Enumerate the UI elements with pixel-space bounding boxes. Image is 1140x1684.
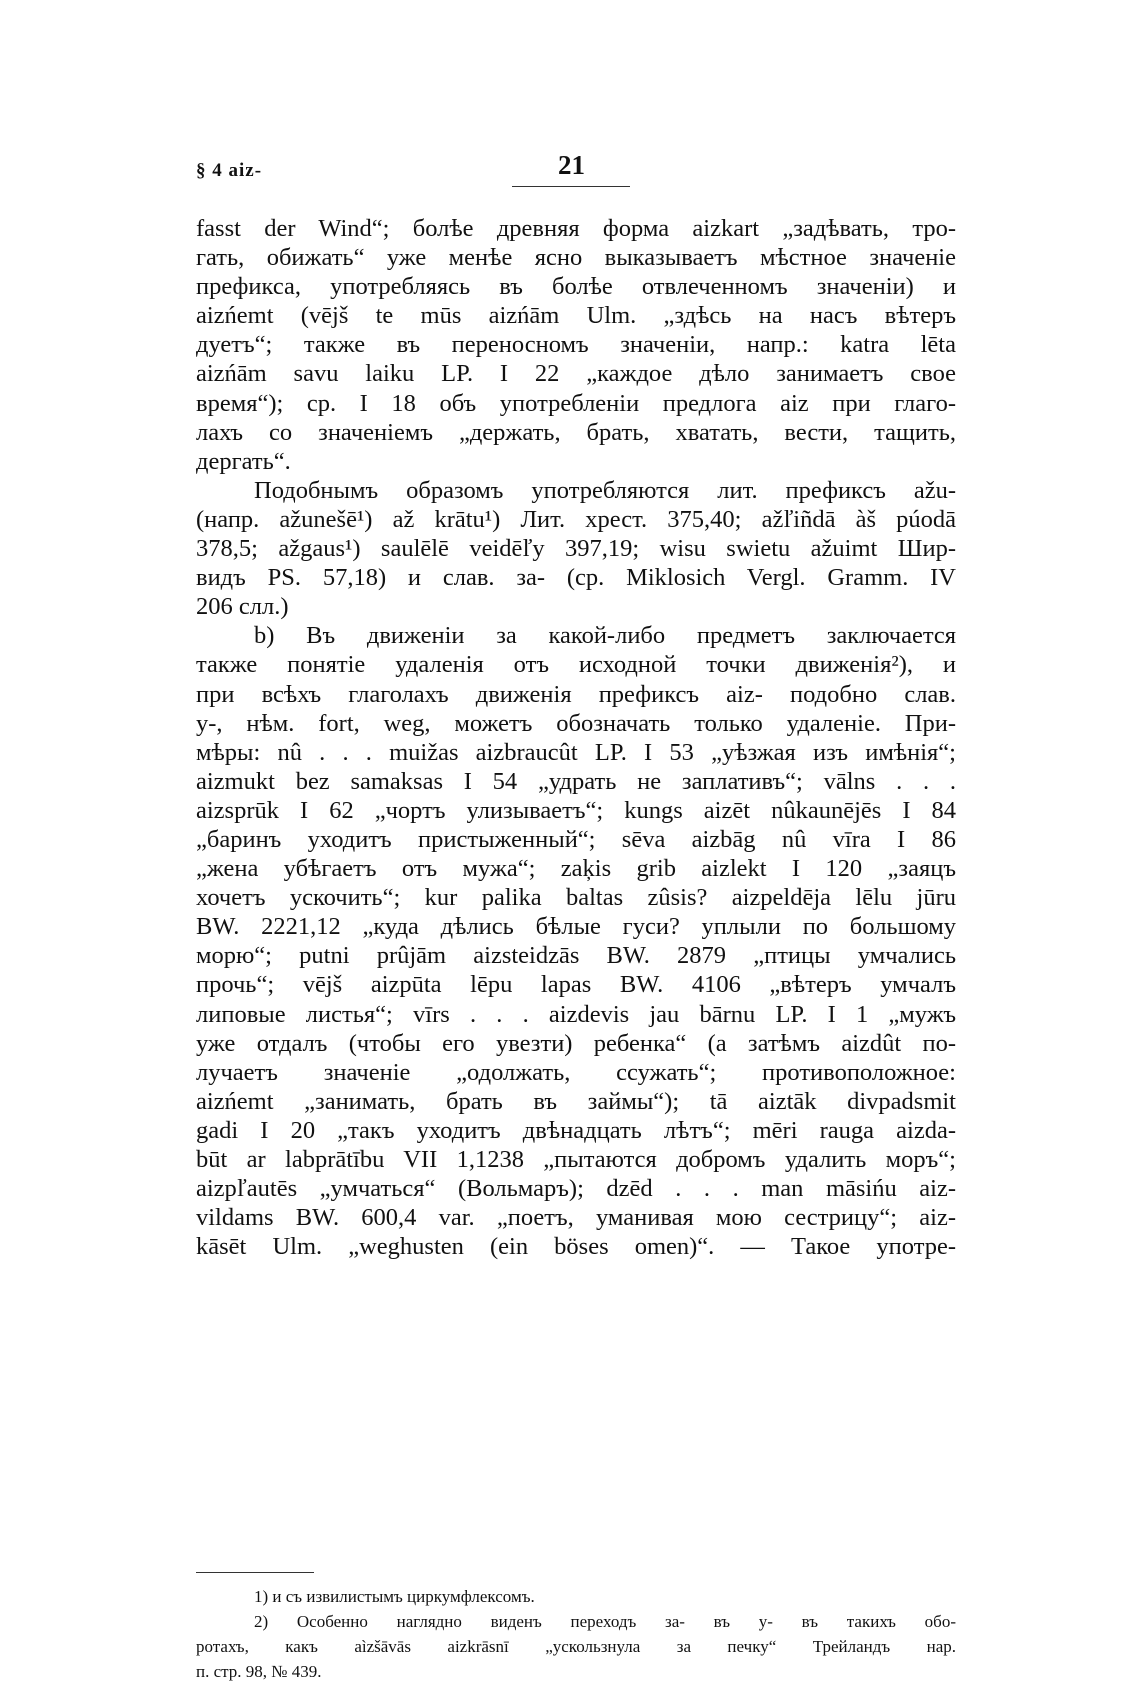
text-line: aizńām savu laiku LP. I 22 „каждое дѣло занимаетъ свое [196,360,956,388]
text-line: хочетъ ускочить“; kur palika baltas zûsis? aizpeldēja lēlu jūru [196,884,956,912]
footnote-1: 1) и съ извилистымъ циркумфлексомъ. [254,1587,535,1606]
text-line: „баринъ уходитъ пристыженный“; sēva aizbāg nû vīra I 86 [196,825,956,853]
text-line: при всѣхъ глаголахъ движенія префиксъ aiz- подобно слав. [196,680,956,708]
text-line: мѣры: nû . . . muižas aizbraucût LP. I 53 „уѣзжая изъ имѣнія“; [196,738,956,766]
section-marker: § 4 aiz- [196,160,263,181]
text-line: BW. 2221,12 „куда дѣлись бѣлые гуси? уплыли по большому [196,913,956,941]
text-line: gadi I 20 „такъ уходитъ двѣнадцать лѣтъ“; mēri rauga aizda- [196,1116,956,1144]
text-line: дуетъ“; также въ переносномъ значеніи, напр.: katra lēta [196,331,956,359]
text-line: гать, обижать“ уже менѣе ясно выказываетъ мѣстное значеніе [196,244,956,272]
text-line: būt ar labprātību VII 1,1238 „пытаются добромъ удалить моръ“; [196,1146,956,1173]
text-line: kāsēt Ulm. „weghusten (ein böses omen)“. — Такое употре- [196,1233,956,1261]
footnote-rule [196,1572,314,1573]
running-head [196,150,956,190]
text-line: также понятіе удаленія отъ исходной точки движенія²), и [196,651,956,679]
text-line: fasst der Wind“; болѣе древняя форма aizkart „задѣвать, тро- [196,215,956,242]
text-line: прочь“; vējš aizpūta lēpu lapas BW. 4106 „вѣтеръ умчалъ [196,971,956,999]
footnote-2-continuation: п. стр. 98, № 439. [196,1662,322,1681]
text-line: „жена убѣгаетъ отъ мужа“; zaķis grib aizlekt I 120 „заяцъ [196,855,956,883]
footnotes [196,1584,956,1684]
text-line: морю“; putni prûjām aizsteidzās BW. 2879 „птицы умчались [196,942,956,970]
text-line: префикса, употребляясь въ болѣе отвлеченномъ значеніи) и [196,273,956,301]
text-line: aizpľautēs „умчаться“ (Вольмаръ); dzēd . . . man māsińu aiz- [196,1175,956,1203]
text-line: 378,5; ažgaus¹) saulēlē veidēľy 397,19; wisu swietu ažuimt Шир- [196,535,956,563]
text-line: 206 слл.) [196,593,289,621]
text-line: (напр. ažunešē¹) až krātu¹) Лит. хрест. 375,40; ažľiñdā àš púodā [196,505,956,533]
footnote-2: 2) Особенно наглядно виденъ переходъ за- въ у- въ такихъ обо- [254,1612,956,1631]
text-line: aizsprūk I 62 „чортъ улизываетъ“; kungs aizēt nûkaunējēs I 84 [196,796,956,824]
text-line: липовые листья“; vīrs . . . aizdevis jau bārnu LP. I 1 „мужъ [196,1000,956,1028]
text-line: лучаетъ значеніе „одолжать, ссужать“; противоположное: [196,1058,956,1086]
text-line: aizmukt bez samaksas I 54 „удрать не заплативъ“; vālns . . . [196,767,956,795]
footnote-2-continuation: ротахъ, какъ aìzšāvās aizkrāsnī „ускользнула за печку“ Трейландъ нар. [196,1637,956,1656]
paragraph-start-line: Подобнымъ образомъ употребляются лит. префиксъ ažu- [254,476,956,504]
page-number: 21 [558,150,585,180]
header-rule [512,186,630,187]
body-text [196,214,956,1261]
text-line: время“); ср. I 18 объ употребленіи предлога aiz при глаго- [196,389,956,417]
text-line: у-, нѣм. fort, weg, можетъ обозначать только удаленіе. При- [196,709,956,737]
text-line: видъ PS. 57,18) и слав. за- (ср. Miklosich Vergl. Gramm. IV [196,564,956,592]
text-line: aizńemt „занимать, брать въ займы“); tā aiztāk divpadsmit [196,1087,956,1115]
text-line: aizńemt (vējš te mūs aizńām Ulm. „здѣсь на насъ вѣтеръ [196,302,956,330]
text-line: дергать“. [196,447,291,475]
text-line: уже отдалъ (чтобы его увезти) ребенка“ (а затѣмъ aizdût по- [196,1029,956,1057]
paragraph-start-line: b) Въ движеніи за какой-либо предметъ заключается [254,622,956,650]
text-line: лахъ со значеніемъ „держать, брать, хватать, вести, тащить, [196,418,956,446]
text-line: vildams BW. 600,4 var. „поетъ, уманивая мою сестрицу“; aiz- [196,1204,956,1232]
